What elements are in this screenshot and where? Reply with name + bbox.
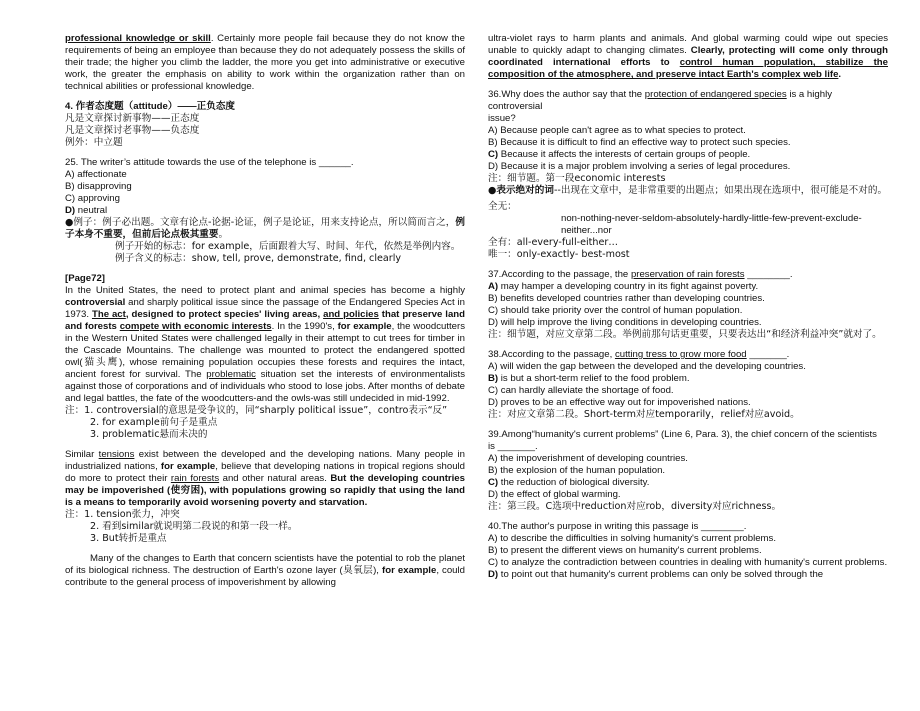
- answer-option: [488, 149, 888, 161]
- text-run: , could contribute to the general process of impoverishment by allowing: [65, 565, 465, 588]
- answer-option: [488, 373, 888, 385]
- note-36: 注：细节题。第一段economic interests: [488, 173, 666, 184]
- option-label: A) the impoverishment of developing countries.: [488, 453, 688, 464]
- note-37: 注：细节题，对应文章第二段。举例前那句话更重要，只要表达出“和经济利益冲突”就对了。: [488, 329, 882, 340]
- answer-option: [488, 569, 888, 581]
- answer-option: [65, 181, 465, 193]
- answer-option: [488, 125, 888, 137]
- left-column: [65, 33, 465, 589]
- option-label: B): [488, 373, 499, 384]
- text-run: But the developing countries may be impoverished (使穷困), with populations growing so rapidly that using the land is a means to temporarily avoid worsening poverty and starvation.: [65, 473, 465, 508]
- answer-option: [488, 361, 888, 373]
- question-36-stem: [488, 89, 888, 113]
- option-text: may hamper a developing country in its fight against poverty.: [498, 281, 759, 292]
- option-label: B) to present the different views on humanity's current problems.: [488, 545, 762, 556]
- option-label: A) to describe the difficulties in solving humanity's current problems.: [488, 533, 776, 544]
- question-40-options: [488, 533, 888, 581]
- absolute-words-note: [488, 185, 888, 197]
- option-text: is but a short-term relief to the food problem.: [498, 373, 690, 384]
- page-marker: [Page72]: [65, 273, 105, 284]
- option-label: D) Because it is a major problem involving a series of legal procedures.: [488, 161, 791, 172]
- answer-option: [65, 205, 465, 217]
- answer-option: [65, 169, 465, 181]
- text-run: 36.Why does the author say that the: [488, 89, 645, 100]
- text-run: ●表示绝对的词: [488, 185, 554, 196]
- text-run: and other natural areas.: [219, 473, 331, 484]
- option-label: C): [488, 149, 499, 160]
- answer-option: [488, 477, 888, 489]
- text-run: preservation of rain forests: [630, 269, 745, 280]
- answer-option: [488, 385, 888, 397]
- all-negative-words: non-nothing-never-seldom-absolutely-hardly-little-few-prevent-exclude-neither...nor: [561, 213, 862, 236]
- text-run: _______.: [746, 349, 790, 360]
- text-run: and sharply political issue since the passage of the Endangered Species Act in 1973.: [65, 297, 465, 320]
- answer-option: [488, 293, 888, 305]
- option-label: C) to analyze the contradiction between countries in dealing with humanity's current problems.: [488, 557, 888, 568]
- option-text: the reduction of biological diversity.: [498, 477, 650, 488]
- note-1: [65, 405, 465, 441]
- all-positive-words: 全有：all-every-full-either…: [488, 237, 618, 248]
- option-text: neutral: [75, 205, 108, 216]
- answer-option: [488, 533, 888, 545]
- option-label: D) will help improve the living conditions in developing countries.: [488, 317, 762, 328]
- option-text: to point out that humanity's current problems can only be solved through the: [498, 569, 824, 580]
- question-36-stem-cont: issue?: [488, 113, 516, 124]
- text-run: , the woodcutters in the Western United States were challenged legally in their attempt to cut trees for timber in the Cascade Mountains. The challenge was mounted to protect the endangered spotted owl(猫头鹰), whose remaining population occupies these forests and requires the intact, ancient forest for survival. The: [65, 321, 466, 380]
- note-2: [65, 509, 465, 545]
- option-label: C) should take priority over the control of human population.: [488, 305, 743, 316]
- question-39-stem-cont: is _______.: [488, 441, 538, 452]
- answer-option: [488, 453, 888, 465]
- text-run: In the United States, the need to protect plant and animal species has become a highly: [65, 285, 465, 296]
- note-38: 注：对应文章第二段。Short-term对应temporarily，relief对应avoid。: [488, 409, 800, 420]
- text-run: .: [838, 69, 842, 80]
- text-line: 注：1. tension张力，冲突: [65, 509, 180, 520]
- option-label: A) Because people can't agree as to what species to protect.: [488, 125, 746, 136]
- answer-option: [488, 305, 888, 317]
- text-run: tensions: [98, 449, 135, 460]
- all-negative-label: 全无：: [488, 201, 517, 212]
- option-label: C) approving: [65, 193, 120, 204]
- answer-option: [488, 465, 888, 477]
- text-run: control human population, stabilize the composition of the atmosphere, and preserve intact Earth's complex web life: [488, 57, 888, 80]
- option-label: D): [488, 569, 499, 580]
- question-37-stem: [488, 269, 888, 281]
- text-run: . In the 1990's,: [271, 321, 338, 332]
- text-run: problematic: [206, 369, 256, 380]
- text-line: 3. But转折是重点: [90, 533, 167, 544]
- text-run: , designed to protect species' living areas,: [125, 309, 324, 320]
- text-run: ultra-violet rays to harm plants and animals. And global warming could wipe out species unable to quickly adapt to changing climates.: [488, 33, 888, 56]
- option-label: D): [65, 205, 76, 216]
- example-meaning-note: 例子含义的标志：show, tell, prove, demonstrate, find, clearly: [115, 253, 402, 264]
- attitude-rules: [65, 113, 465, 149]
- question-36-options: [488, 125, 888, 173]
- example-note: [65, 217, 465, 241]
- answer-option: [488, 281, 888, 293]
- question-37-options: [488, 281, 888, 329]
- option-label: B) benefits developed countries rather than developing countries.: [488, 293, 765, 304]
- question-39-stem: 39.Among“humanity's current problems” (Line 6, Para. 3), the chief concern of the scientists: [488, 429, 877, 440]
- text-line: 2. for example前句子是重点: [90, 417, 218, 428]
- passage-paragraph-3: [65, 553, 465, 589]
- text-run: controversial: [65, 297, 126, 308]
- option-label: D) proves to be an effective way out for impoverished nations.: [488, 397, 751, 408]
- text-run: Clearly, protecting will come only through coordinated international efforts to: [488, 45, 888, 68]
- text-run: 。: [218, 229, 229, 240]
- question-25-stem: 25. The writer’s attitude towards the use of the telephone is ______.: [65, 157, 354, 168]
- text-line: 凡是文章探讨新事物——正态度: [65, 113, 200, 124]
- answer-option: [488, 397, 888, 409]
- example-start-note: 例子开始的标志：for example，后面跟着大写、时间、年代，依然是举例内容。: [115, 241, 461, 252]
- text-line: 凡是文章探讨老事物——负态度: [65, 125, 200, 136]
- answer-option: [488, 137, 888, 149]
- text-run: Similar: [65, 449, 99, 460]
- option-label: A) affectionate: [65, 169, 127, 180]
- text-run: ________.: [744, 269, 793, 280]
- text-run: situation set the interests of environmentalists against those of corporations and of individuals who stood to lose jobs. After months of debate and legal battles, the fate of the woodcutters-and the owls-was still undecided in mid-1992.: [65, 369, 465, 404]
- option-text: Because it affects the interests of certain groups of people.: [498, 149, 751, 160]
- text-run: and policies: [323, 309, 379, 320]
- question-38-stem: [488, 349, 888, 361]
- question-38-options: [488, 361, 888, 409]
- option-label: B) disapproving: [65, 181, 132, 192]
- question-25-options: [65, 169, 465, 217]
- option-label: B) Because it is difficult to find an effective way to protect such species.: [488, 137, 791, 148]
- text-run: The act: [91, 309, 126, 320]
- answer-option: [488, 545, 888, 557]
- answer-option: [65, 193, 465, 205]
- text-run: protection of endangered species: [644, 89, 787, 100]
- option-label: C) can hardly alleviate the shortage of food.: [488, 385, 674, 396]
- text-run: ●例子：例子必出题。文章有论点-论据-论证，例子是论证，用来支持论点，所以简而言之，: [65, 217, 456, 228]
- section-heading-attitude: 4. 作者态度题（attitude）——正负态度: [65, 101, 236, 112]
- text-run: exist between the developed and the developing nations. Many people in industrialized nations,: [65, 449, 465, 472]
- text-run: 38.According to the passage,: [488, 349, 615, 360]
- text-run: compete with economic interests: [119, 321, 272, 332]
- text-line: 3. problematic悬而未决的: [90, 429, 208, 440]
- passage-paragraph-1: [65, 285, 465, 405]
- answer-option: [488, 317, 888, 329]
- text-run: rain forests: [170, 473, 220, 484]
- answer-option: [488, 161, 888, 173]
- text-run: --出现在文章中，是非常重要的出题点；如果出现在选项中，很可能是不对的。: [553, 185, 888, 196]
- question-40-stem: 40.The author's purpose in writing this passage is ________.: [488, 521, 747, 532]
- only-words: 唯一：only-exactly- best-most: [488, 249, 630, 260]
- right-column: [488, 33, 888, 581]
- answer-option: [488, 557, 888, 569]
- text-run: for example: [337, 321, 392, 332]
- text-run: . Certainly more people fail because they do not know the requirements of being an employee than because they do not adequately possess the skills of their trade; the higher you climb the ladder, the more you get into administrative or executive work, the greater the emphasis on ability to work within the organization rather than on technical abilities or professional knowledge.: [65, 33, 465, 92]
- text-run: that preserve land and forests: [65, 309, 465, 332]
- option-label: B) the explosion of the human population.: [488, 465, 666, 476]
- text-run: 例子本身不重要，但前后论点极其重要: [65, 217, 465, 240]
- text-run: for example: [382, 565, 437, 576]
- text-line: 注：1. controversial的意思是受争议的，同“sharply political issue”，contro表示“反”: [65, 405, 448, 416]
- text-line: 例外：中立题: [65, 137, 123, 148]
- answer-option: [488, 489, 888, 501]
- text-line: 2. 看到similar就说明第二段说的和第一段一样。: [90, 521, 298, 532]
- text-run: professional knowledge or skill: [65, 33, 211, 44]
- passage-paragraph-2: [65, 449, 465, 509]
- option-label: C): [488, 477, 499, 488]
- text-run: for example: [160, 461, 216, 472]
- text-run: is a highly controversial: [488, 89, 832, 112]
- text-run: Many of the changes to Earth that concern scientists have the potential to rob the planet of its biological richness. The destruction of Earth's ozone layer (臭氧层),: [65, 553, 465, 576]
- option-label: A) will widen the gap between the developed and the developing countries.: [488, 361, 806, 372]
- question-39-options: [488, 453, 888, 501]
- text-run: cutting tress to grow more food: [614, 349, 747, 360]
- option-label: D) the effect of global warming.: [488, 489, 621, 500]
- intro-paragraph: [65, 33, 465, 93]
- text-run: , believe that developing nations in tropical regions should do more to protect their: [65, 461, 465, 484]
- note-39: 注：第三段。C选项中reduction对应rob，diversity对应richness。: [488, 501, 782, 512]
- passage-paragraph-3-cont: [488, 33, 888, 81]
- option-label: A): [488, 281, 499, 292]
- text-run: 37.According to the passage, the: [488, 269, 631, 280]
